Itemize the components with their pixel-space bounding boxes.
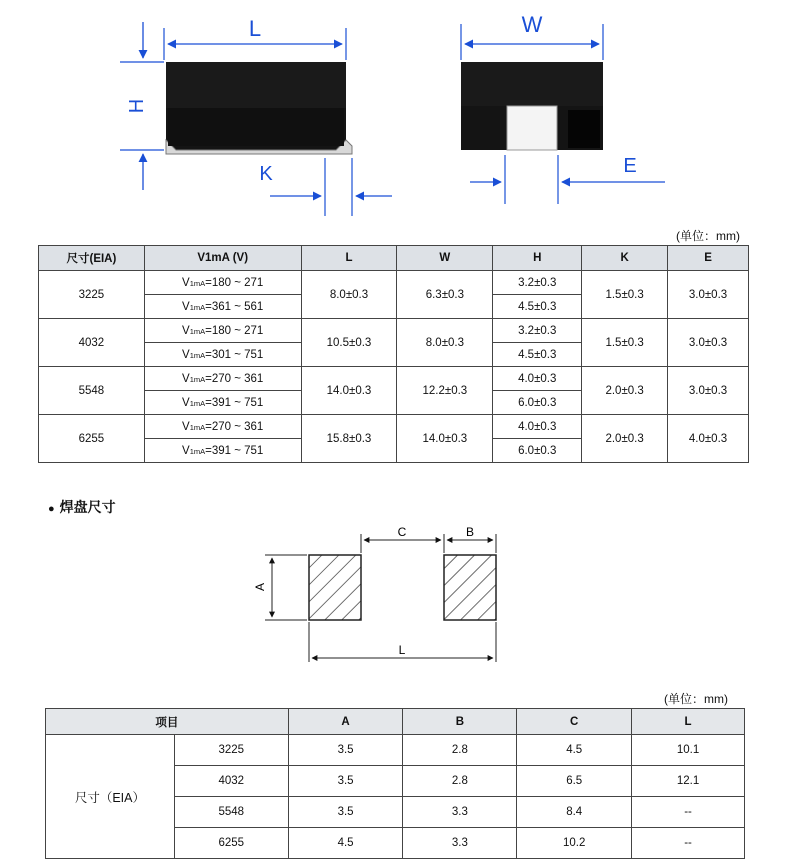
E-cell: 3.0±0.3	[668, 367, 749, 415]
W-cell: 14.0±0.3	[397, 415, 493, 463]
L-cell: --	[632, 828, 745, 859]
H-cell: 6.0±0.3	[493, 391, 582, 415]
C-cell: 4.5	[517, 735, 632, 766]
voltage-cell: V1mA=391 ~ 751	[144, 439, 301, 463]
L-cell: 12.1	[632, 766, 745, 797]
K-cell: 1.5±0.3	[582, 271, 668, 319]
W-cell: 12.2±0.3	[397, 367, 493, 415]
H-cell: 3.2±0.3	[493, 271, 582, 295]
size-cell: 6255	[174, 828, 288, 859]
header-C: C	[517, 709, 632, 735]
A-cell: 3.5	[288, 735, 403, 766]
dim-label-B: B	[465, 525, 475, 539]
header-v1ma: V1mA (V)	[144, 246, 301, 271]
table-row	[39, 319, 749, 343]
header-A: A	[288, 709, 403, 735]
dim-label-W: W	[521, 12, 543, 37]
voltage-cell: V1mA=301 ~ 751	[144, 343, 301, 367]
C-cell: 10.2	[517, 828, 632, 859]
L-cell: 15.8±0.3	[301, 415, 397, 463]
voltage-cell: V1mA=270 ~ 361	[144, 415, 301, 439]
size-cell: 3225	[39, 271, 145, 319]
table-row	[39, 367, 749, 391]
K-cell: 2.0±0.3	[582, 367, 668, 415]
dimension-table	[38, 245, 749, 463]
size-cell: 4032	[174, 766, 288, 797]
H-cell: 4.5±0.3	[493, 343, 582, 367]
left-pad	[309, 555, 361, 620]
L-cell: 10.1	[632, 735, 745, 766]
A-cell: 3.5	[288, 797, 403, 828]
size-cell: 5548	[174, 797, 288, 828]
side-view	[120, 16, 392, 216]
voltage-cell: V1mA=270 ~ 361	[144, 367, 301, 391]
size-cell: 6255	[39, 415, 145, 463]
size-cell: 4032	[39, 319, 145, 367]
A-cell: 4.5	[288, 828, 403, 859]
dim-label-C: C	[397, 525, 407, 539]
B-cell: 3.3	[403, 828, 517, 859]
K-cell: 2.0±0.3	[582, 415, 668, 463]
header-size: 尺寸(EIA)	[39, 246, 145, 271]
B-cell: 3.3	[403, 797, 517, 828]
W-cell: 6.3±0.3	[397, 271, 493, 319]
right-pad	[444, 555, 496, 620]
L-cell: --	[632, 797, 745, 828]
H-cell: 4.5±0.3	[493, 295, 582, 319]
H-cell: 3.2±0.3	[493, 319, 582, 343]
W-cell: 8.0±0.3	[397, 319, 493, 367]
C-cell: 8.4	[517, 797, 632, 828]
header-E: E	[668, 246, 749, 271]
header-H: H	[493, 246, 582, 271]
voltage-cell: V1mA=391 ~ 751	[144, 391, 301, 415]
L-cell: 14.0±0.3	[301, 367, 397, 415]
end-view	[461, 12, 665, 204]
pad-section-heading	[48, 497, 116, 517]
header-L: L	[301, 246, 397, 271]
pad-dimension-diagram	[0, 520, 791, 670]
voltage-cell: V1mA=361 ~ 561	[144, 295, 301, 319]
header-item: 项目	[46, 709, 289, 735]
table-row	[39, 415, 749, 439]
table-row	[39, 271, 749, 295]
H-cell: 6.0±0.3	[493, 439, 582, 463]
table-row	[46, 735, 745, 766]
dim-label-A: A	[253, 582, 267, 592]
size-cell: 3225	[174, 735, 288, 766]
B-cell: 2.8	[403, 766, 517, 797]
dim-label-L: L	[398, 643, 406, 657]
L-cell: 10.5±0.3	[301, 319, 397, 367]
voltage-cell: V1mA=180 ~ 271	[144, 319, 301, 343]
B-cell: 2.8	[403, 735, 517, 766]
size-cell: 5548	[39, 367, 145, 415]
group-label-cell: 尺寸（EIA）	[46, 735, 175, 859]
dim-label-L: L	[248, 16, 262, 41]
K-cell: 1.5±0.3	[582, 319, 668, 367]
header-W: W	[397, 246, 493, 271]
header-B: B	[403, 709, 517, 735]
pad-section-title: 焊盘尺寸	[59, 499, 116, 515]
L-cell: 8.0±0.3	[301, 271, 397, 319]
dim-label-E: E	[623, 155, 637, 177]
table-header-row	[39, 246, 749, 271]
E-cell: 3.0±0.3	[668, 319, 749, 367]
voltage-cell: V1mA=180 ~ 271	[144, 271, 301, 295]
H-cell: 4.0±0.3	[493, 415, 582, 439]
table1-unit: (单位：mm)	[676, 229, 740, 243]
dim-label-H: H	[126, 98, 148, 114]
pad-dimension-table	[45, 708, 745, 859]
table-header-row	[46, 709, 745, 735]
table2-unit: (单位：mm)	[664, 692, 728, 706]
header-L: L	[632, 709, 745, 735]
component-dimension-diagram	[0, 0, 791, 225]
H-cell: 4.0±0.3	[493, 367, 582, 391]
E-cell: 3.0±0.3	[668, 271, 749, 319]
dim-label-K: K	[259, 163, 273, 185]
bullet-icon: ●	[48, 503, 55, 515]
C-cell: 6.5	[517, 766, 632, 797]
header-K: K	[582, 246, 668, 271]
E-cell: 4.0±0.3	[668, 415, 749, 463]
A-cell: 3.5	[288, 766, 403, 797]
